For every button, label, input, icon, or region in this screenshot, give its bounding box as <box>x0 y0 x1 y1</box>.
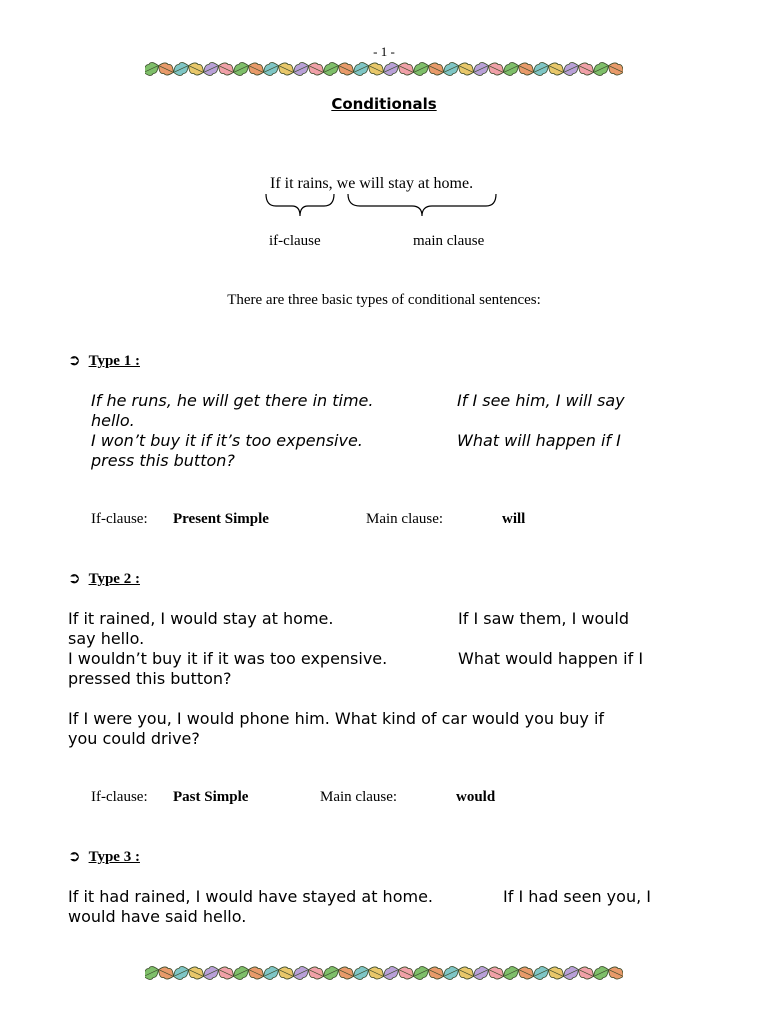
type1-line: If he runs, he will get there in time. <box>91 391 374 410</box>
type3-heading <box>68 847 140 866</box>
type2-line: you could drive? <box>68 729 200 748</box>
arrow-icon: ➲ <box>68 847 81 865</box>
type1-line: If I see him, I will say <box>457 391 625 410</box>
type1-label: Type 1 : <box>88 353 140 369</box>
leaf-border-top <box>145 58 623 80</box>
clause-braces <box>262 192 502 218</box>
type2-line: What would happen if I <box>458 649 644 668</box>
type1-heading <box>68 351 140 370</box>
arrow-icon: ➲ <box>68 569 81 587</box>
type1-if-label: If-clause: <box>91 511 148 527</box>
type1-line: press this button? <box>91 451 235 470</box>
type2-if-label: If-clause: <box>91 789 148 805</box>
type2-line: I wouldn’t buy it if it was too expensive. <box>68 649 388 668</box>
type2-line: say hello. <box>68 629 145 648</box>
example-sentence: If it rains, we will stay at home. <box>270 175 474 192</box>
main-clause-label: main clause <box>413 233 485 249</box>
type1-line: What will happen if I <box>457 431 621 450</box>
type3-line: would have said hello. <box>68 907 247 926</box>
if-clause-label: if-clause <box>269 233 321 249</box>
intro-text: There are three basic types of conditional sentences: <box>227 292 541 308</box>
type1-main-label: Main clause: <box>366 511 444 527</box>
type2-line: If I saw them, I would <box>458 609 629 628</box>
type2-line: pressed this button? <box>68 669 232 688</box>
type1-line: hello. <box>91 411 135 430</box>
leaf-border-bottom <box>145 962 623 984</box>
page-number: - 1 - <box>373 44 395 59</box>
type2-line: If it rained, I would stay at home. <box>68 609 334 628</box>
type3-line: If it had rained, I would have stayed at home. <box>68 887 433 906</box>
type2-heading <box>68 569 140 588</box>
type2-main-label: Main clause: <box>320 789 398 805</box>
type2-label: Type 2 : <box>88 571 140 587</box>
type1-line: I won’t buy it if it’s too expensive. <box>91 431 363 450</box>
type2-if-value: Past Simple <box>173 789 249 805</box>
type2-main-value: would <box>456 789 496 805</box>
type2-line: If I were you, I would phone him. What kind of car would you buy if <box>68 709 605 728</box>
page-title: Conditionals <box>331 95 437 113</box>
type1-if-value: Present Simple <box>173 511 269 527</box>
type3-line: If I had seen you, I <box>503 887 651 906</box>
arrow-icon: ➲ <box>68 351 81 369</box>
type3-label: Type 3 : <box>88 849 140 865</box>
type1-main-value: will <box>502 511 526 527</box>
